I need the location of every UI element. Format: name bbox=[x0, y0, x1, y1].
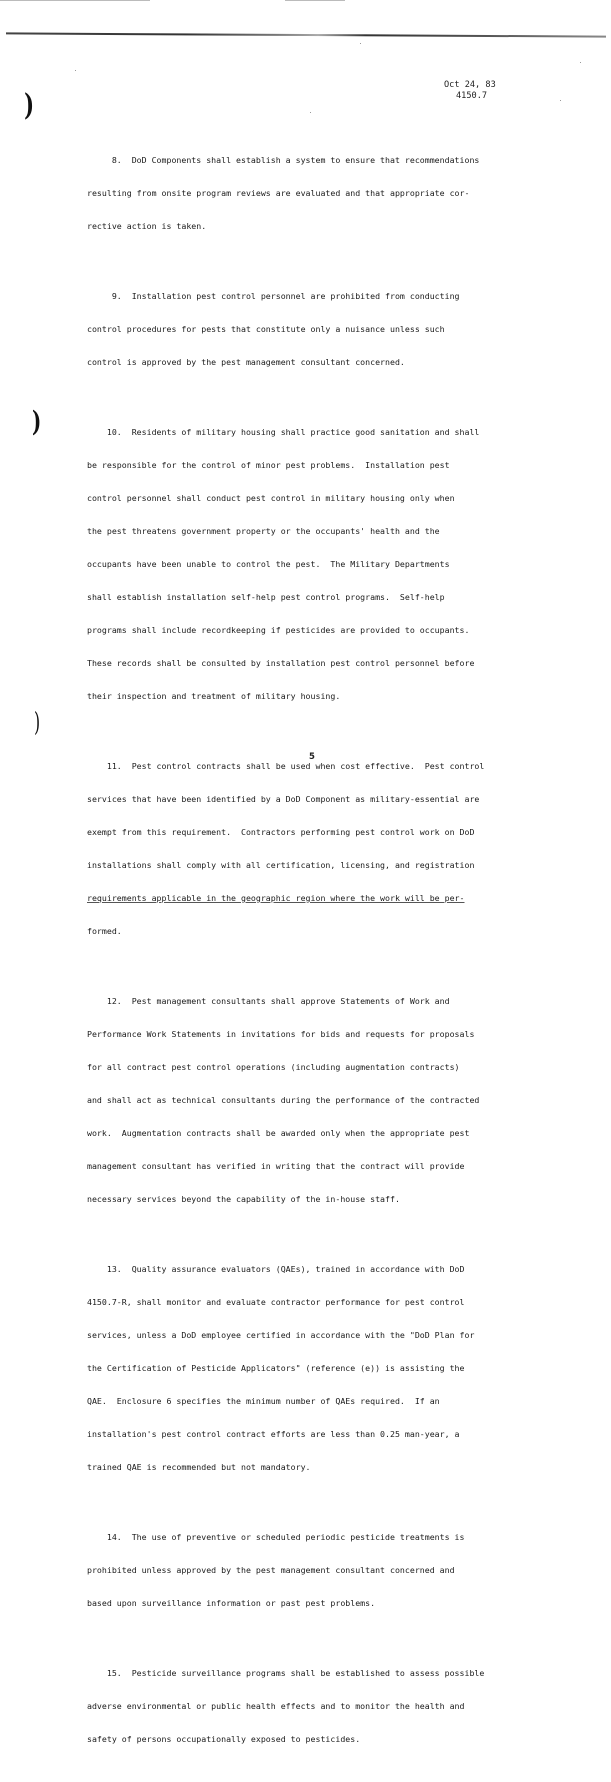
paragraph-12 bbox=[87, 974, 557, 1227]
paragraph-8 bbox=[87, 133, 557, 254]
text-line: exempt from this requirement. Contractors performing pest control work on DoD bbox=[87, 827, 475, 837]
text-line: safety of persons occupationally exposed to pesticides. bbox=[87, 1734, 361, 1744]
text-line: Performance Work Statements in invitations for bids and requests for proposals bbox=[87, 1029, 475, 1039]
text-line: 11. Pest control contracts shall be used when cost effective. Pest control bbox=[87, 761, 485, 771]
text-line: 15. Pesticide surveillance programs shall be established to assess possible bbox=[87, 1668, 485, 1678]
text-line: their inspection and treatment of military housing. bbox=[87, 691, 341, 701]
top-rule-line bbox=[6, 32, 606, 37]
text-line: based upon surveillance information or past pest problems. bbox=[87, 1598, 376, 1608]
text-line: management consultant has verified in writing that the contract will provide bbox=[87, 1161, 465, 1171]
text-line: resulting from onsite program reviews are evaluated and that appropriate cor- bbox=[87, 188, 470, 198]
paragraph-9 bbox=[87, 269, 557, 390]
text-line: control personnel shall conduct pest control in military housing only when bbox=[87, 493, 455, 503]
scan-edge-line bbox=[285, 0, 345, 1]
page-number: 5 bbox=[309, 752, 315, 762]
text-line: work. Augmentation contracts shall be awarded only when the appropriate pest bbox=[87, 1128, 470, 1138]
paragraph-15 bbox=[87, 1646, 557, 1767]
document-header bbox=[444, 80, 496, 102]
text-line: prohibited unless approved by the pest management consultant concerned and bbox=[87, 1565, 455, 1575]
text-line: occupants have been unable to control the pest. The Military Departments bbox=[87, 559, 450, 569]
paragraph-13 bbox=[87, 1242, 557, 1495]
text-line: These records shall be consulted by installation pest control personnel before bbox=[87, 658, 475, 668]
punch-hole-mark-icon: ) bbox=[34, 708, 41, 738]
document-date: Oct 24, 83 bbox=[444, 80, 496, 90]
text-line: programs shall include recordkeeping if pesticides are provided to occupants. bbox=[87, 625, 470, 635]
text-line: control is approved by the pest management consultant concerned. bbox=[87, 357, 405, 367]
text-line: and shall act as technical consultants during the performance of the contracted bbox=[87, 1095, 480, 1105]
text-line: be responsible for the control of minor pest problems. Installation pest bbox=[87, 460, 450, 470]
text-line: installation's pest control contract efforts are less than 0.25 man-year, a bbox=[87, 1429, 460, 1439]
scan-speck bbox=[310, 112, 311, 113]
scan-speck bbox=[560, 100, 561, 101]
text-line: installations shall comply with all certification, licensing, and registration bbox=[87, 860, 475, 870]
text-line: 9. Installation pest control personnel are prohibited from conducting bbox=[87, 291, 460, 301]
text-line: 13. Quality assurance evaluators (QAEs), trained in accordance with DoD bbox=[87, 1264, 465, 1274]
text-line: rective action is taken. bbox=[87, 221, 207, 231]
text-line: the Certification of Pesticide Applicators" (reference (e)) is assisting the bbox=[87, 1363, 465, 1373]
text-line: services that have been identified by a DoD Component as military-essential are bbox=[87, 794, 480, 804]
paragraph-10 bbox=[87, 405, 557, 724]
text-line: adverse environmental or public health effects and to monitor the health and bbox=[87, 1701, 465, 1711]
scan-edge-line bbox=[0, 0, 150, 1]
document-number: 4150.7 bbox=[456, 91, 488, 101]
text-line: control procedures for pests that constitute only a nuisance unless such bbox=[87, 324, 445, 334]
document-body bbox=[87, 133, 557, 1782]
text-line: formed. bbox=[87, 926, 122, 936]
text-line-underlined: requirements applicable in the geographic region where the work will be per- bbox=[87, 893, 465, 903]
text-line: QAE. Enclosure 6 specifies the minimum number of QAEs required. If an bbox=[87, 1396, 440, 1406]
scan-speck bbox=[75, 70, 76, 71]
paragraph-11 bbox=[87, 739, 557, 959]
text-line: 10. Residents of military housing shall practice good sanitation and shall bbox=[87, 427, 480, 437]
text-line: for all contract pest control operations (including augmentation contracts) bbox=[87, 1062, 460, 1072]
scan-speck bbox=[360, 43, 361, 44]
text-line: necessary services beyond the capability of the in-house staff. bbox=[87, 1194, 400, 1204]
scan-speck bbox=[580, 62, 581, 63]
paragraph-14 bbox=[87, 1510, 557, 1631]
punch-hole-mark-icon: ) bbox=[24, 88, 35, 123]
text-line: the pest threatens government property or the occupants' health and the bbox=[87, 526, 440, 536]
text-line: shall establish installation self-help pest control programs. Self-help bbox=[87, 592, 445, 602]
text-line: 8. DoD Components shall establish a system to ensure that recommendations bbox=[87, 155, 480, 165]
text-line: 14. The use of preventive or scheduled periodic pesticide treatments is bbox=[87, 1532, 465, 1542]
text-line: 12. Pest management consultants shall approve Statements of Work and bbox=[87, 996, 450, 1006]
text-line: services, unless a DoD employee certified in accordance with the "DoD Plan for bbox=[87, 1330, 475, 1340]
text-line: 4150.7-R, shall monitor and evaluate contractor performance for pest control bbox=[87, 1297, 465, 1307]
punch-hole-mark-icon: ) bbox=[31, 405, 42, 438]
text-line: trained QAE is recommended but not mandatory. bbox=[87, 1462, 311, 1472]
